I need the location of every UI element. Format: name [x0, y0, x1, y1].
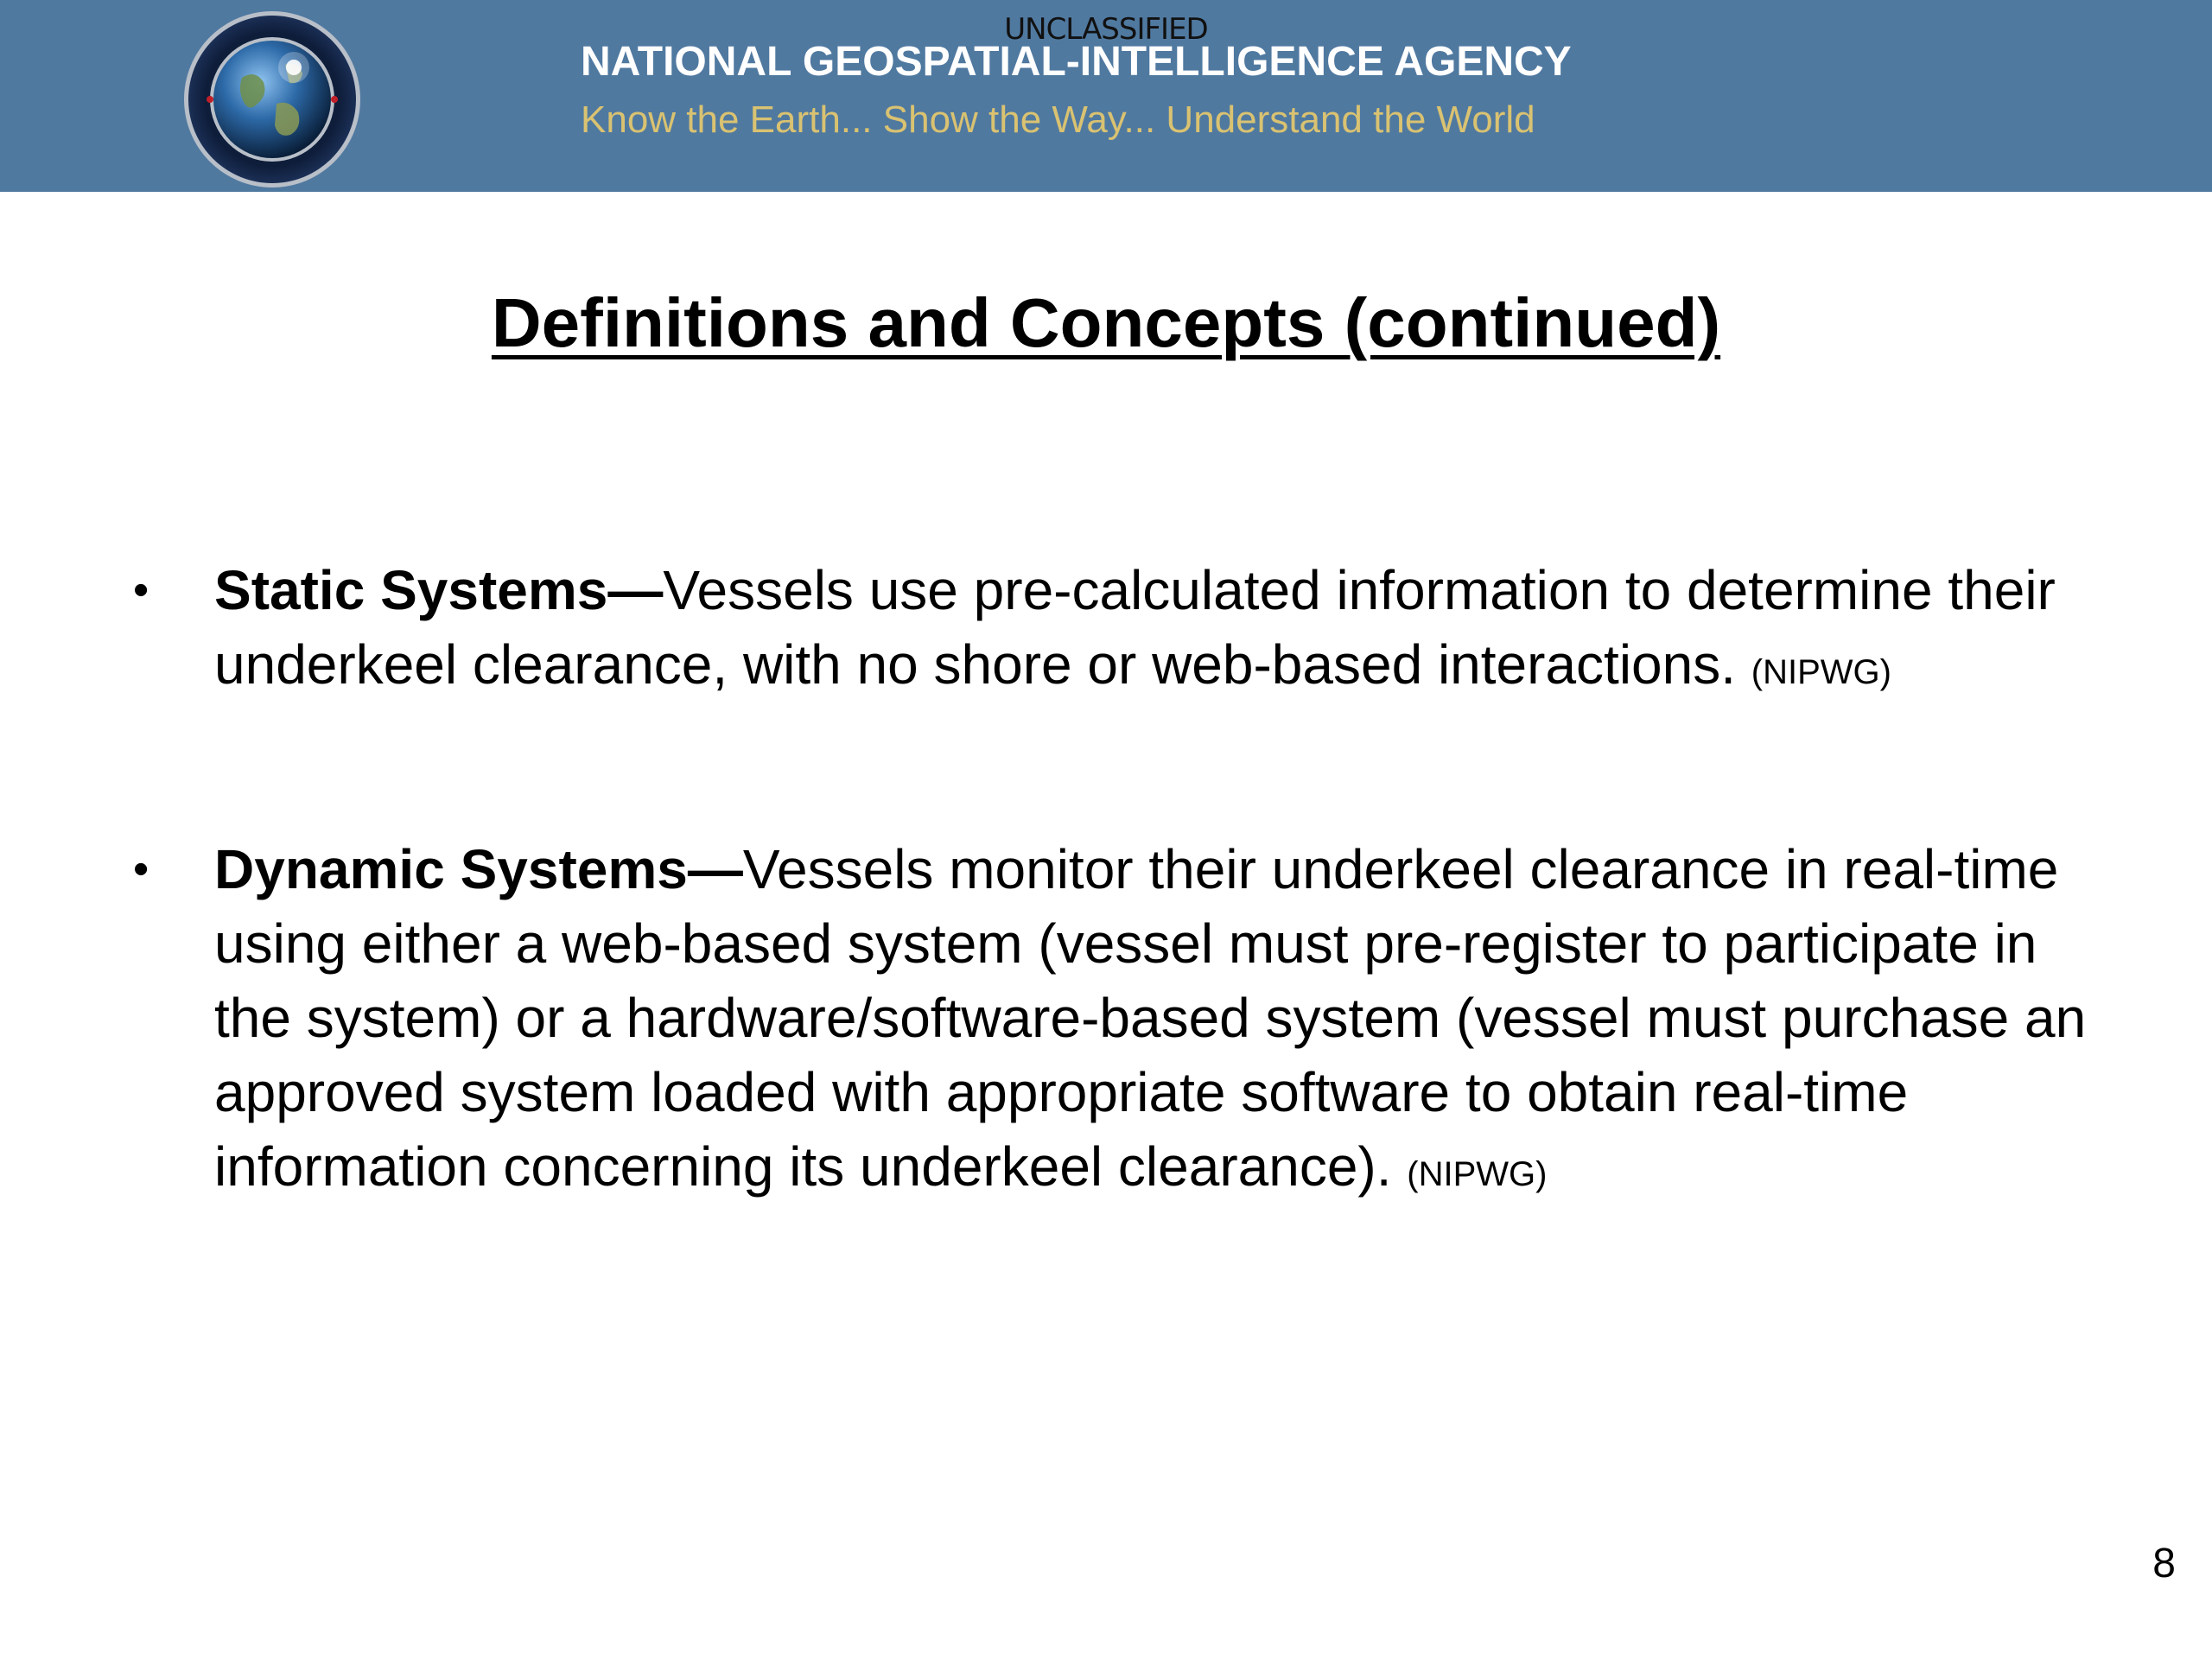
bullet-dot-icon: • — [133, 844, 149, 894]
bullet-static-systems — [133, 553, 2115, 709]
bullet-term: Static Systems— — [214, 559, 664, 621]
agency-motto: Know the Earth... Show the Way... Understand the World — [581, 99, 1535, 141]
slide-title: Definitions and Concepts (continued) — [491, 284, 1721, 361]
classification-marking: UNCLASSIFIED — [1004, 12, 1208, 47]
bullet-text: Vessels monitor their underkeel clearance in real-time using either a web-based system (vessel must pre-register to participate in the system) or a hardware/software-based system (vessel must purchase an approved system loaded with appropriate software to obtain real-time information concerning its underkeel clearance). — [214, 838, 2087, 1198]
bullet-source: (NIPWG) — [1751, 653, 1891, 691]
bullet-dynamic-systems — [133, 832, 2115, 1211]
agency-name: NATIONAL GEOSPATIAL-INTELLIGENCE AGENCY — [581, 39, 1572, 85]
header-banner — [0, 0, 2212, 192]
bullet-dot-icon: • — [133, 565, 149, 615]
bullet-text: Vessels use pre-calculated information to determine their underkeel clearance, with no shore or web-based interactions. — [214, 559, 2056, 696]
page-number: 8 — [2152, 1541, 2176, 1586]
bullet-term: Dynamic Systems— — [214, 838, 743, 900]
bullet-source: (NIPWG) — [1407, 1155, 1548, 1193]
